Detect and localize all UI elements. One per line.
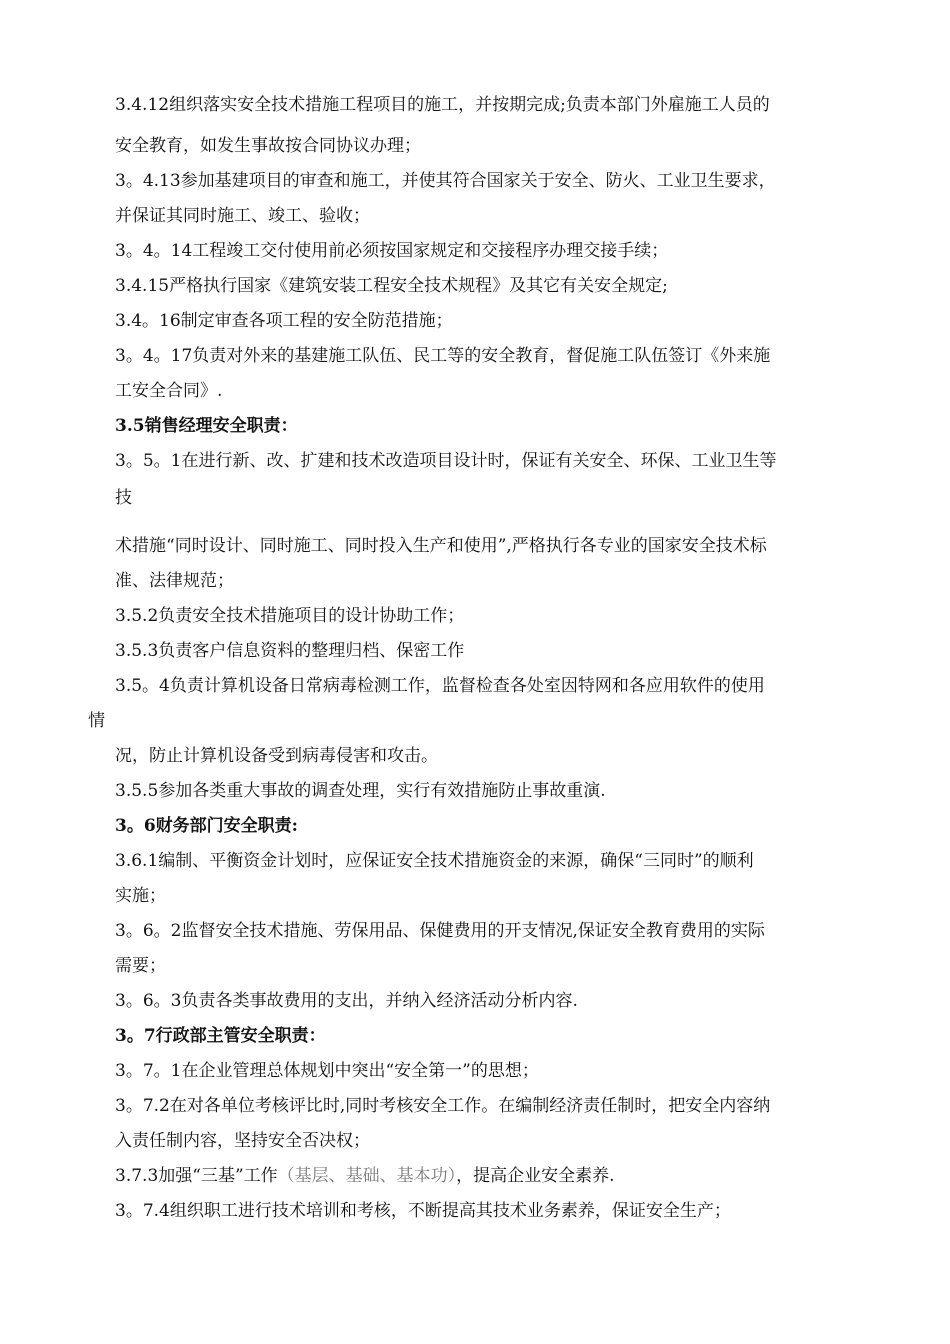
text-line: 3.4.12组织落实安全技术措施工程项目的施工，并按期完成;负责本部门外雇施工人员的 [115,95,770,115]
text-line: 入责任制内容，坚持安全否决权； [115,1131,370,1151]
text-line: 3。7.4组织职工进行技术培训和考核，不断提高其技术业务素养，保证安全生产； [115,1201,731,1221]
text-line: 情 [88,711,105,731]
parenthetical-note: （基层、基础、基本功） [277,1166,457,1186]
text-line: 3.5.5参加各类重大事故的调查处理，实行有效措施防止事故重演. [115,781,606,801]
text-line: 准、法律规范； [115,571,234,591]
text-line: 3。4。14工程竣工交付使用前必须按国家规定和交接程序办理交接手续； [115,241,669,261]
text-line: 3。4.13参加基建项目的审查和施工，并使其符合国家关于安全、防火、工业卫生要求， [115,171,776,191]
text-line: 3.5.3负责客户信息资料的整理归档、保密工作 [115,641,465,661]
text-line: 实施； [115,886,166,906]
text-line: 3。7.2在对各单位考核评比时,同时考核安全工作。在编制经济责任制时，把安全内容纳 [115,1096,771,1116]
text-line: 3.6.1编制、平衡资金计划时，应保证安全技术措施资金的来源，确保“三同时”的顺利 [115,851,754,871]
text-line: 工安全合同》. [115,381,223,401]
text-segment: 3.7.3加强“三基”工作 [115,1166,278,1186]
text-line: 技 [115,488,132,508]
text-line: 3.5.2负责安全技术措施项目的设计协助工作； [115,606,465,626]
text-line: 3。4。17负责对外来的基建施工队伍、民工等的安全教育，督促施工队伍签订《外来施 [115,346,771,366]
section-heading: 3。7行政部主管安全职责： [115,1026,326,1046]
text-line: 3。6。3负责各类事故费用的支出，并纳入经济活动分析内容. [115,991,578,1011]
text-line: 3。5。1在进行新、改、扩建和技术改造项目设计时，保证有关安全、环保、工业卫生等 [115,451,777,471]
text-line [115,1165,615,1187]
section-heading: 3.5销售经理安全职责： [115,416,298,436]
text-line: 需要； [115,956,166,976]
text-line: 安全教育，如发生事故按合同协议办理； [115,136,421,156]
text-line: 并保证其同时施工、竣工、验收； [115,206,370,226]
text-line: 3.4。16制定审查各项工程的安全防范措施； [115,311,453,331]
text-line: 3.4.15严格执行国家《建筑安装工程安全技术规程》及其它有关安全规定; [115,276,668,296]
text-line: 3。7。1在企业管理总体规划中突出“安全第一”的思想； [115,1061,539,1081]
section-heading: 3。6财务部门安全职责: [115,816,298,836]
text-line: 3.5。4负责计算机设备日常病毒检测工作，监督检查各处室因特网和各应用软件的使用 [115,676,765,696]
text-line: 况，防止计算机设备受到病毒侵害和攻击。 [115,746,438,766]
text-line: 术措施“同时设计、同时施工、同时投入生产和使用”,严格执行各专业的国家安全技术标 [115,536,767,556]
text-line: 3。6。2监督安全技术措施、劳保用品、保健费用的开支情况,保证安全教育费用的实际 [115,921,765,941]
text-segment: ，提高企业安全素养. [456,1166,615,1186]
